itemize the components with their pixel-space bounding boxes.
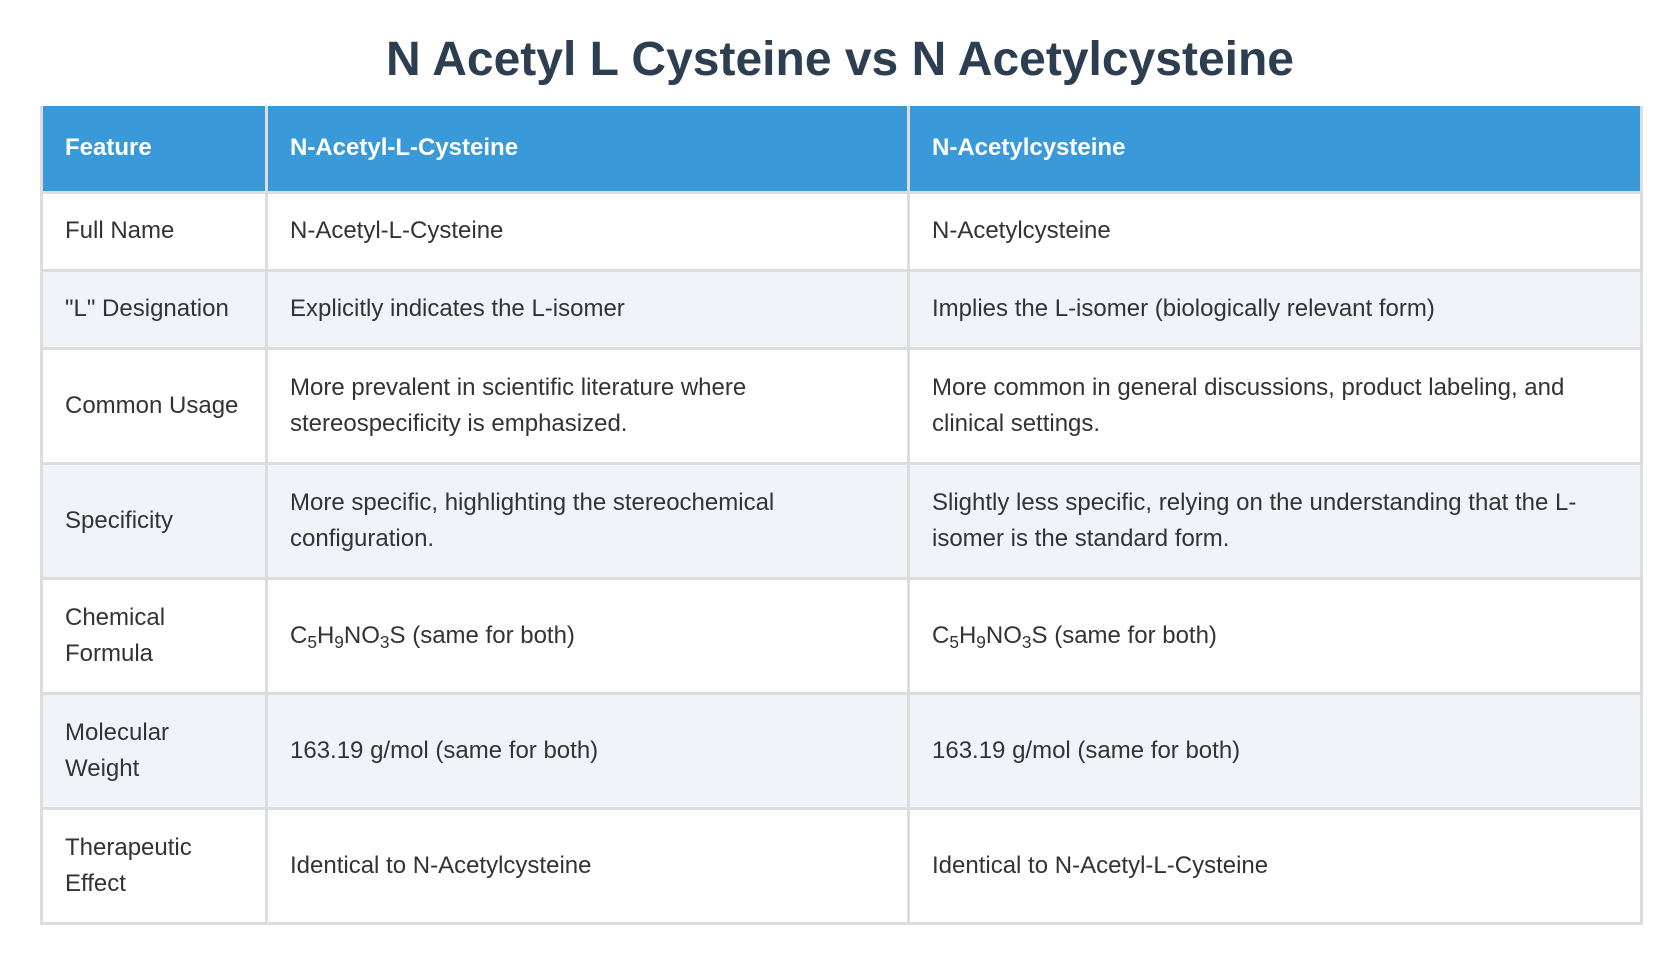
page-title: N Acetyl L Cysteine vs N Acetylcysteine: [386, 33, 1294, 86]
nac-cell: Slightly less specific, relying on the understanding that the L-isomer is the standard form.: [909, 463, 1642, 578]
header-row: [42, 106, 1642, 192]
header-feature: Feature: [42, 106, 267, 192]
formula-subscript: 3: [1021, 631, 1032, 652]
feature-cell: Chemical Formula: [42, 578, 267, 693]
table-row-therapeutic-effect: [42, 808, 1642, 923]
table-row-full-name: [42, 192, 1642, 270]
formula-note: (same for both): [405, 621, 575, 649]
comparison-table: [40, 106, 1643, 925]
nac-cell: 163.19 g/mol (same for both): [909, 693, 1642, 808]
header-n-acetyl-l-cysteine: N-Acetyl-L-Cysteine: [267, 106, 909, 192]
table-row-specificity: [42, 463, 1642, 578]
table-row-molecular-weight: [42, 693, 1642, 808]
formula-subscript: 9: [334, 631, 344, 652]
feature-cell: Common Usage: [42, 348, 267, 463]
table-body: [42, 192, 1642, 923]
formula-subscript: 9: [976, 631, 986, 652]
formula-note: (same for both): [1047, 621, 1217, 649]
table-row-l-designation: [42, 270, 1642, 348]
nac-cell: More common in general discussions, product labeling, and clinical settings.: [909, 348, 1642, 463]
nalc-formula-cell: [267, 578, 909, 693]
table-row-common-usage: [42, 348, 1642, 463]
table-row-chemical-formula: [42, 578, 1642, 693]
nac-cell: N-Acetylcysteine: [909, 192, 1642, 270]
nac-cell: Identical to N-Acetyl-L-Cysteine: [909, 808, 1642, 923]
table-header: [42, 106, 1642, 192]
feature-cell: Full Name: [42, 192, 267, 270]
nalc-cell: 163.19 g/mol (same for both): [267, 693, 909, 808]
nalc-cell: Explicitly indicates the L-isomer: [267, 270, 909, 348]
feature-cell: "L" Designation: [42, 270, 267, 348]
nalc-cell: More specific, highlighting the stereochemical configuration.: [267, 463, 909, 578]
feature-cell: Therapeutic Effect: [42, 808, 267, 923]
nalc-cell: N-Acetyl-L-Cysteine: [267, 192, 909, 270]
formula-subscript: 5: [949, 631, 959, 652]
nac-formula-cell: [909, 578, 1642, 693]
formula-subscript: 3: [379, 631, 390, 652]
feature-cell: Molecular Weight: [42, 693, 267, 808]
formula-text: $C_5H_9NO_3S$: [932, 621, 1048, 652]
formula-subscript: 5: [307, 631, 317, 652]
nalc-cell: Identical to N-Acetylcysteine: [267, 808, 909, 923]
header-n-acetylcysteine: N-Acetylcysteine: [909, 106, 1642, 192]
feature-cell: Specificity: [42, 463, 267, 578]
nac-cell: Implies the L-isomer (biologically relevant form): [909, 270, 1642, 348]
nalc-cell: More prevalent in scientific literature where stereospecificity is emphasized.: [267, 348, 909, 463]
formula-text: $C_5H_9NO_3S$: [290, 621, 406, 652]
